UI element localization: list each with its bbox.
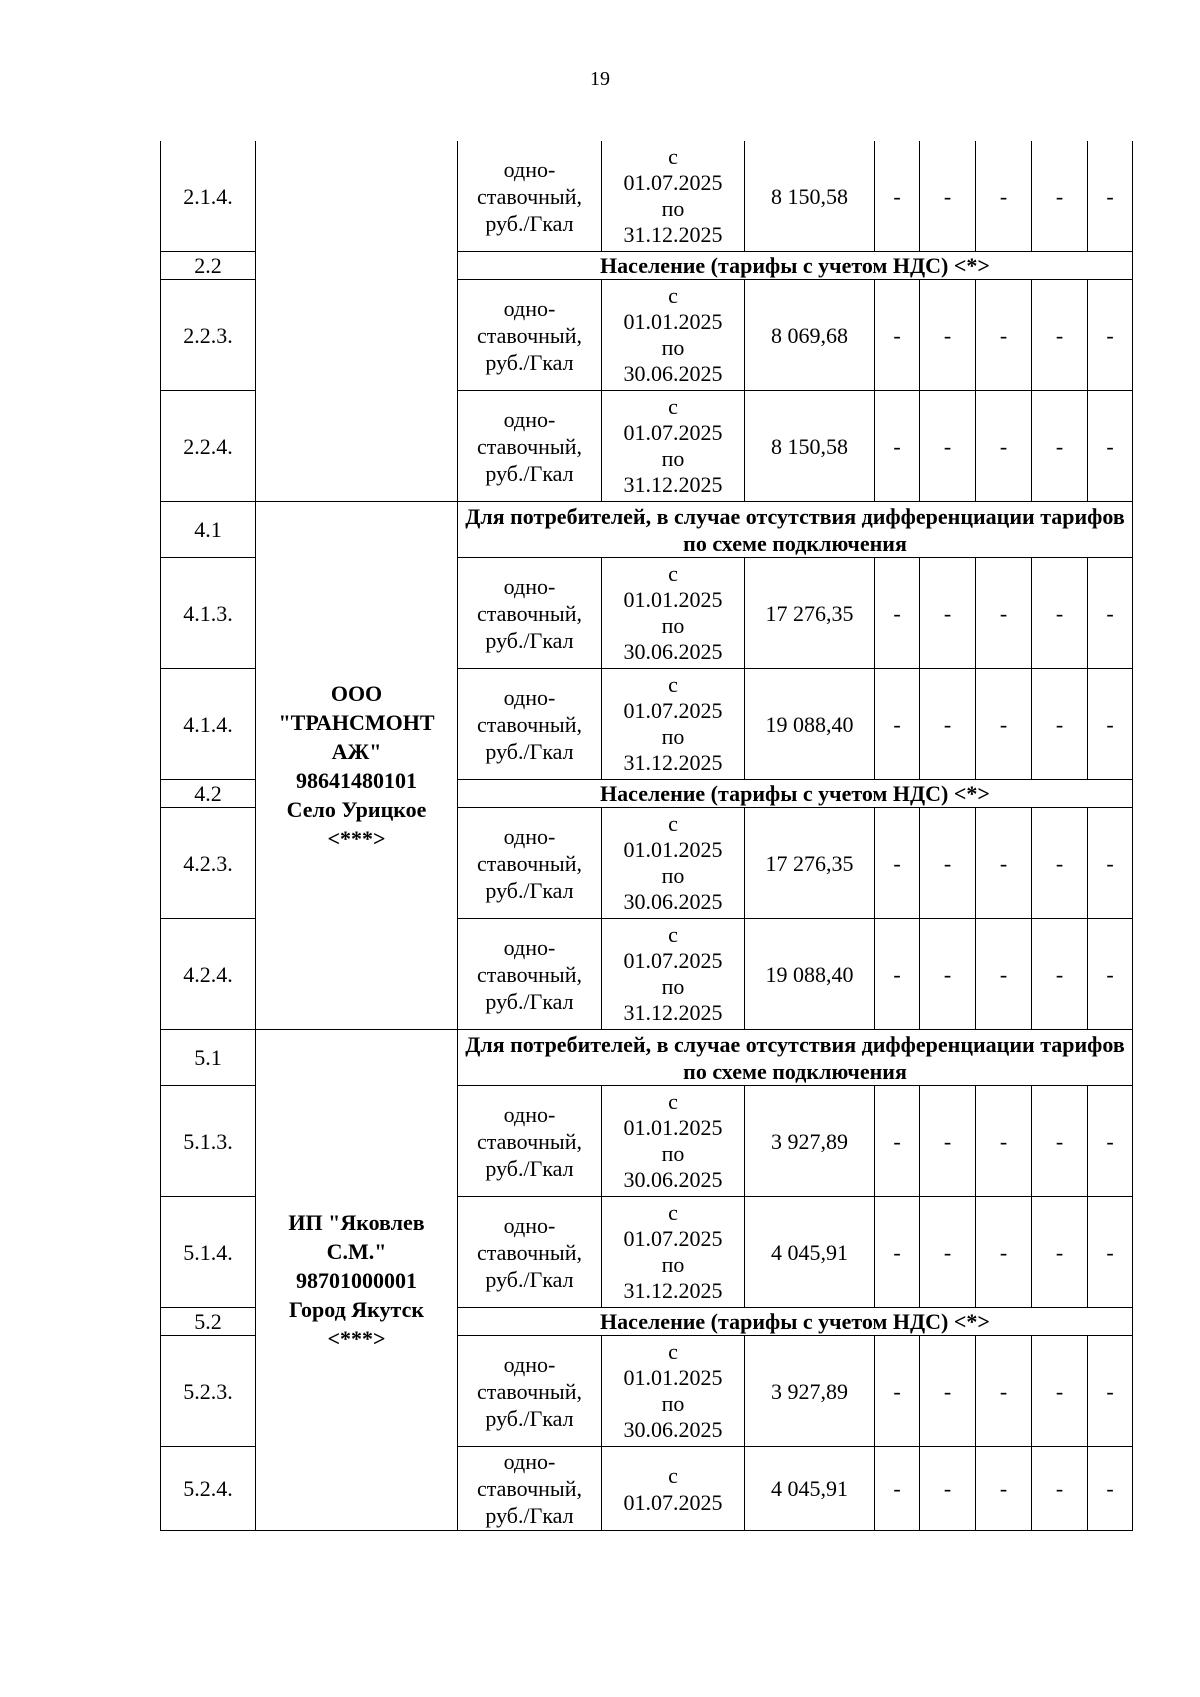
validity-period: с 01.07.2025 по 31.12.2025 bbox=[602, 919, 745, 1030]
empty-value-dash: - bbox=[1088, 1086, 1133, 1197]
section-title: Для потребителей, в случае отсутствия дифференциации тарифов по схеме подключения bbox=[458, 502, 1133, 558]
tariff-value: 3 927,89 bbox=[745, 1086, 875, 1197]
validity-period: с 01.07.2025 по 31.12.2025 bbox=[602, 141, 745, 252]
tariff-value: 17 276,35 bbox=[745, 808, 875, 919]
table-row bbox=[161, 141, 1133, 252]
empty-value-dash: - bbox=[875, 1197, 920, 1308]
rate-type: одно- ставочный, руб./Гкал bbox=[458, 1086, 602, 1197]
row-number: 2.2.4. bbox=[161, 391, 256, 502]
row-number: 5.1.4. bbox=[161, 1197, 256, 1308]
validity-period: с 01.01.2025 по 30.06.2025 bbox=[602, 808, 745, 919]
empty-value-dash: - bbox=[920, 1086, 976, 1197]
empty-value-dash: - bbox=[1032, 558, 1088, 669]
organization-cell: ООО "ТРАНСМОНТ АЖ" 98641480101 Село Урицкое <***> bbox=[256, 502, 458, 1030]
empty-value-dash: - bbox=[976, 1336, 1032, 1447]
empty-value-dash: - bbox=[875, 1086, 920, 1197]
row-number: 4.2 bbox=[161, 780, 256, 808]
empty-value-dash: - bbox=[875, 669, 920, 780]
row-number: 4.1.3. bbox=[161, 558, 256, 669]
empty-value-dash: - bbox=[920, 1197, 976, 1308]
empty-value-dash: - bbox=[976, 280, 1032, 391]
tariff-value: 17 276,35 bbox=[745, 558, 875, 669]
empty-value-dash: - bbox=[1032, 1447, 1088, 1531]
row-number: 4.2.4. bbox=[161, 919, 256, 1030]
organization-cell: ИП "Яковлев С.М." 98701000001 Город Якутск <***> bbox=[256, 1030, 458, 1531]
empty-value-dash: - bbox=[875, 1336, 920, 1447]
rate-type: одно- ставочный, руб./Гкал bbox=[458, 1197, 602, 1308]
rate-type: одно- ставочный, руб./Гкал bbox=[458, 141, 602, 252]
rate-type: одно- ставочный, руб./Гкал bbox=[458, 280, 602, 391]
validity-period: с 01.07.2025 по 31.12.2025 bbox=[602, 1197, 745, 1308]
organization-cell bbox=[256, 141, 458, 502]
validity-period: с 01.07.2025 bbox=[602, 1447, 745, 1531]
empty-value-dash: - bbox=[1088, 141, 1133, 252]
empty-value-dash: - bbox=[1088, 669, 1133, 780]
empty-value-dash: - bbox=[1088, 280, 1133, 391]
tariff-value: 8 150,58 bbox=[745, 141, 875, 252]
tariff-value: 8 150,58 bbox=[745, 391, 875, 502]
section-title: Население (тарифы с учетом НДС) <*> bbox=[458, 252, 1133, 280]
empty-value-dash: - bbox=[1088, 558, 1133, 669]
empty-value-dash: - bbox=[920, 669, 976, 780]
tariff-table bbox=[160, 141, 1133, 1531]
empty-value-dash: - bbox=[875, 280, 920, 391]
empty-value-dash: - bbox=[1032, 808, 1088, 919]
empty-value-dash: - bbox=[875, 141, 920, 252]
tariff-value: 4 045,91 bbox=[745, 1197, 875, 1308]
empty-value-dash: - bbox=[976, 1447, 1032, 1531]
empty-value-dash: - bbox=[1088, 1447, 1133, 1531]
empty-value-dash: - bbox=[920, 391, 976, 502]
section-title: Население (тарифы с учетом НДС) <*> bbox=[458, 780, 1133, 808]
row-number: 4.2.3. bbox=[161, 808, 256, 919]
empty-value-dash: - bbox=[976, 1086, 1032, 1197]
table-row bbox=[161, 502, 1133, 558]
empty-value-dash: - bbox=[976, 558, 1032, 669]
empty-value-dash: - bbox=[1032, 919, 1088, 1030]
empty-value-dash: - bbox=[976, 141, 1032, 252]
empty-value-dash: - bbox=[1088, 808, 1133, 919]
table-row bbox=[161, 1030, 1133, 1086]
row-number: 5.2.3. bbox=[161, 1336, 256, 1447]
empty-value-dash: - bbox=[920, 919, 976, 1030]
rate-type: одно- ставочный, руб./Гкал bbox=[458, 1336, 602, 1447]
row-number: 4.1.4. bbox=[161, 669, 256, 780]
empty-value-dash: - bbox=[875, 391, 920, 502]
rate-type: одно- ставочный, руб./Гкал bbox=[458, 808, 602, 919]
validity-period: с 01.01.2025 по 30.06.2025 bbox=[602, 1086, 745, 1197]
empty-value-dash: - bbox=[1032, 1336, 1088, 1447]
empty-value-dash: - bbox=[920, 1447, 976, 1531]
section-title: Население (тарифы с учетом НДС) <*> bbox=[458, 1308, 1133, 1336]
validity-period: с 01.01.2025 по 30.06.2025 bbox=[602, 558, 745, 669]
validity-period: с 01.07.2025 по 31.12.2025 bbox=[602, 391, 745, 502]
validity-period: с 01.01.2025 по 30.06.2025 bbox=[602, 1336, 745, 1447]
rate-type: одно- ставочный, руб./Гкал bbox=[458, 919, 602, 1030]
empty-value-dash: - bbox=[920, 808, 976, 919]
tariff-value: 19 088,40 bbox=[745, 669, 875, 780]
empty-value-dash: - bbox=[875, 558, 920, 669]
empty-value-dash: - bbox=[1088, 919, 1133, 1030]
empty-value-dash: - bbox=[1032, 1086, 1088, 1197]
rate-type: одно- ставочный, руб./Гкал bbox=[458, 669, 602, 780]
empty-value-dash: - bbox=[1088, 1197, 1133, 1308]
empty-value-dash: - bbox=[875, 808, 920, 919]
validity-period: с 01.07.2025 по 31.12.2025 bbox=[602, 669, 745, 780]
rate-type: одно- ставочный, руб./Гкал bbox=[458, 558, 602, 669]
empty-value-dash: - bbox=[976, 391, 1032, 502]
empty-value-dash: - bbox=[875, 919, 920, 1030]
row-number: 5.2.4. bbox=[161, 1447, 256, 1531]
empty-value-dash: - bbox=[1088, 391, 1133, 502]
empty-value-dash: - bbox=[920, 558, 976, 669]
tariff-value: 3 927,89 bbox=[745, 1336, 875, 1447]
row-number: 4.1 bbox=[161, 502, 256, 558]
page-number: 19 bbox=[590, 68, 610, 90]
row-number: 5.1.3. bbox=[161, 1086, 256, 1197]
tariff-value: 19 088,40 bbox=[745, 919, 875, 1030]
row-number: 5.1 bbox=[161, 1030, 256, 1086]
empty-value-dash: - bbox=[1088, 1336, 1133, 1447]
empty-value-dash: - bbox=[875, 1447, 920, 1531]
empty-value-dash: - bbox=[976, 919, 1032, 1030]
empty-value-dash: - bbox=[920, 280, 976, 391]
empty-value-dash: - bbox=[1032, 391, 1088, 502]
rate-type: одно- ставочный, руб./Гкал bbox=[458, 391, 602, 502]
empty-value-dash: - bbox=[1032, 280, 1088, 391]
tariff-value: 8 069,68 bbox=[745, 280, 875, 391]
row-number: 5.2 bbox=[161, 1308, 256, 1336]
empty-value-dash: - bbox=[1032, 1197, 1088, 1308]
row-number: 2.2 bbox=[161, 252, 256, 280]
empty-value-dash: - bbox=[920, 141, 976, 252]
row-number: 2.2.3. bbox=[161, 280, 256, 391]
empty-value-dash: - bbox=[976, 1197, 1032, 1308]
empty-value-dash: - bbox=[976, 669, 1032, 780]
validity-period: с 01.01.2025 по 30.06.2025 bbox=[602, 280, 745, 391]
empty-value-dash: - bbox=[1032, 669, 1088, 780]
row-number: 2.1.4. bbox=[161, 141, 256, 252]
rate-type: одно- ставочный, руб./Гкал bbox=[458, 1447, 602, 1531]
tariff-value: 4 045,91 bbox=[745, 1447, 875, 1531]
empty-value-dash: - bbox=[920, 1336, 976, 1447]
empty-value-dash: - bbox=[1032, 141, 1088, 252]
section-title: Для потребителей, в случае отсутствия дифференциации тарифов по схеме подключения bbox=[458, 1030, 1133, 1086]
empty-value-dash: - bbox=[976, 808, 1032, 919]
